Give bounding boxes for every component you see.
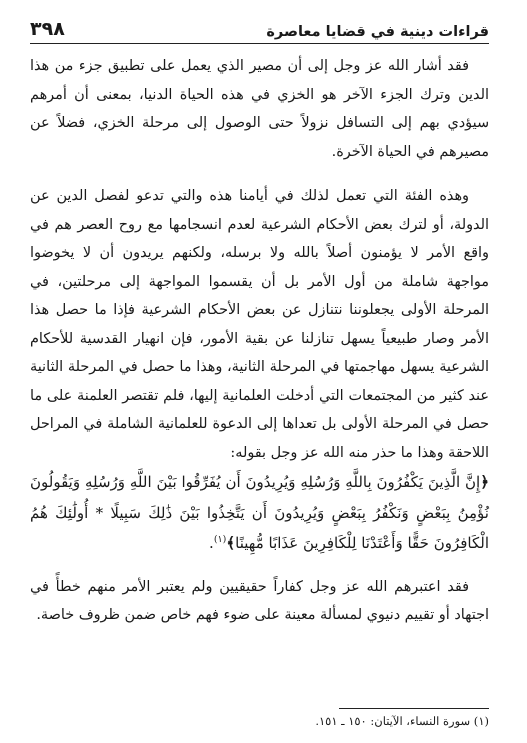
page-number: ٣٩٨ bbox=[30, 18, 65, 40]
paragraph-2: وهذه الفئة التي تعمل لذلك في أيامنا هذه والتي تدعو لفصل الدين عن الدولة، أو لترك بعض الأحكام الشرعية لعدم انسجامها مع روح العصر هم في واقع الأمر لا يؤمنون أصلاً بالله ولا برسله، ولكنهم يريدون أن لا يخوضوا مواجهة شاملة من أول الأمر بل أن يقسموا المواجهة إلى مرحلتين، في المرحلة الأولى يجعلوننا نتنازل عن بعض الأحكام الشرعية فإذا ما حصل هذا الأمر وصار طبيعياً يسهل تنازلنا عن بقية الأمور، فإن انهيار القدسية للأحكام الشرعية يسهل مهاجمتها في المرحلة الثانية، وهذا ما حصل في المرحلة الثانية عند كثير من المجتمعات التي أدخلت العلمانية إليها، فلم تقتصر العلمنة على ما حصل في المرحلة الأولى بل تعداها إلى الدعوة للعلمانية الشاملة في المراحل اللاحقة وهذا ما حذر منه الله عز وجل بقوله: bbox=[30, 188, 489, 461]
page-header bbox=[30, 10, 489, 44]
footnote-reference: (١) bbox=[213, 534, 227, 545]
quran-verse-text: إِنَّ الَّذِينَ يَكْفُرُونَ بِاللَّهِ وَرُسُلِهِ وَيُرِيدُونَ أَن يُفَرِّقُوا بَيْنَ اللَّهِ وَرُسُلِهِ وَيَقُولُونَ نُؤْمِنُ بِبَعْضٍ وَنَكْفُرُ بِبَعْضٍ وَيُرِيدُونَ أَن يَتَّخِذُوا بَيْنَ ذَٰلِكَ سَبِيلًا * أُولَٰئِكَ هُمُ الْكَافِرُونَ حَقًّا وَأَعْتَدْنَا لِلْكَافِرِينَ عَذَابًا مُّهِينًا bbox=[30, 473, 489, 552]
quran-open-bracket: ﴿ bbox=[480, 473, 489, 491]
paragraph-1: فقد أشار الله عز وجل إلى أن مصير الذي يعمل على تطبيق جزء من هذا الدين وترك الجزء الآخر هو الخزي في هذه الحياة الدنيا، بمعنى أن أمرهم سيؤدي بهم إلى التسافل نزولاً حتى الوصول إلى مرحلة الخزي، فضلاً عن مصيرهم في الحياة الآخرة. bbox=[30, 58, 489, 160]
running-title: قراءات دينية في قضايا معاصرة bbox=[266, 24, 489, 40]
quran-verse bbox=[30, 467, 489, 559]
footnote-divider bbox=[339, 708, 489, 709]
paragraph-3: فقد اعتبرهم الله عز وجل كفاراً حقيقيين ولم يعتبر الأمر منهم خطأً في اجتهاد أو تقييم دنيوي لمسألة معينة على ضوء فهم خاص ضمن ظروف خاصة. bbox=[30, 578, 489, 623]
quran-verse-end: . bbox=[209, 534, 214, 552]
footnote: (١) سورة النساء، الآيتان: ١٥٠ ـ ١٥١. bbox=[315, 714, 489, 728]
page-body bbox=[30, 52, 489, 630]
quran-close-bracket: ﴾ bbox=[226, 534, 236, 552]
